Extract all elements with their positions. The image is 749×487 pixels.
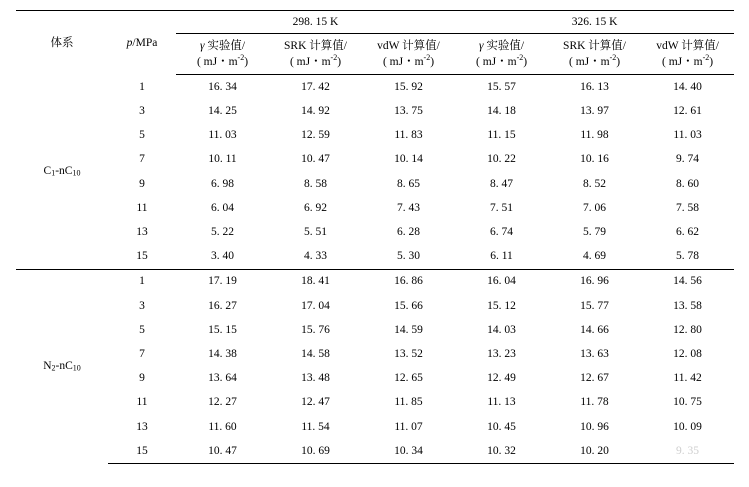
- cell-value: 5. 79: [583, 226, 607, 239]
- cell-value: 12. 47: [301, 396, 330, 409]
- cell-value: 12. 65: [394, 372, 423, 385]
- cell-value: 16. 27: [208, 299, 237, 312]
- cell-pressure: 3: [139, 299, 145, 312]
- cell-value: 10. 45: [487, 420, 516, 433]
- cell-value: 8. 52: [583, 177, 607, 190]
- cell-value: 15. 66: [394, 299, 423, 312]
- table-row: [16, 318, 734, 342]
- cell-value: 12. 61: [673, 105, 702, 118]
- cell-value: 6. 98: [211, 177, 234, 190]
- table-row: [16, 342, 734, 366]
- cell-value: 10. 75: [673, 396, 702, 409]
- cell-pressure: 11: [136, 201, 148, 214]
- cell-pressure: 5: [139, 129, 145, 142]
- cell-value: 10. 32: [455, 439, 548, 464]
- cell-value: 15. 77: [580, 299, 609, 312]
- cell-value: 17. 19: [208, 275, 237, 288]
- table-row: [16, 366, 734, 390]
- cell-value: 13. 52: [394, 347, 423, 360]
- cell-value: 18. 41: [301, 275, 330, 288]
- cell-value: 10. 11: [208, 153, 237, 166]
- cell-value: 14. 59: [394, 323, 423, 336]
- table-row: [16, 123, 734, 147]
- cell-value: 13. 48: [301, 372, 330, 385]
- cell-value: 14. 38: [208, 347, 237, 360]
- table-row: [16, 196, 734, 220]
- cell-value: 10. 47: [301, 153, 330, 166]
- cell-value: 4. 33: [304, 250, 327, 263]
- cell-pressure: 1: [139, 275, 145, 288]
- cell-value: 7. 43: [397, 201, 421, 214]
- cell-value: 9. 35: [641, 439, 734, 464]
- cell-value: 17. 42: [301, 80, 330, 93]
- cell-value: 7. 58: [676, 201, 700, 214]
- cell-value: 13. 97: [580, 105, 609, 118]
- cell-value: 8. 58: [304, 177, 327, 190]
- cell-value: 10. 47: [176, 439, 269, 464]
- cell-value: 7. 51: [490, 201, 514, 214]
- cell-pressure: 11: [136, 396, 148, 409]
- data-table: [16, 10, 734, 464]
- cell-value: 14. 58: [301, 347, 330, 360]
- cell-value: 14. 18: [487, 105, 516, 118]
- table-row: [16, 244, 734, 268]
- cell-value: 11. 98: [580, 129, 609, 142]
- cell-value: 17. 04: [301, 299, 330, 312]
- table-row: [16, 390, 734, 414]
- cell-pressure: 9: [139, 372, 145, 385]
- cell-value: 6. 11: [490, 250, 513, 263]
- cell-value: 11. 42: [673, 372, 702, 385]
- cell-value: 12. 49: [487, 372, 516, 385]
- cell-value: 13. 23: [487, 347, 516, 360]
- cell-value: 11. 83: [394, 129, 423, 142]
- cell-value: 15. 76: [301, 323, 330, 336]
- cell-value: 13. 63: [580, 347, 609, 360]
- cell-value: 12. 67: [580, 372, 609, 385]
- cell-value: 12. 80: [673, 323, 702, 336]
- cell-value: 10. 09: [673, 420, 702, 433]
- cell-value: 16. 96: [580, 275, 609, 288]
- cell-value: 11. 03: [208, 129, 237, 142]
- cell-value: 10. 16: [580, 153, 609, 166]
- header-gamma-exp-326: γ 实验值/ ( mJ・$m^{-2}$): [455, 34, 548, 75]
- table-row: [16, 439, 734, 464]
- cell-value: 10. 34: [362, 439, 455, 464]
- cell-value: 11. 13: [487, 396, 516, 409]
- cell-value: 15. 57: [487, 80, 516, 93]
- cell-value: 10. 69: [269, 439, 362, 464]
- cell-value: 13. 58: [673, 299, 702, 312]
- cell-value: 8. 47: [490, 177, 514, 190]
- header-srk-326: SRK 计算值/ ( mJ・$m^{-2}$): [548, 34, 641, 75]
- cell-value: 14. 66: [580, 323, 609, 336]
- cell-value: 16. 86: [394, 275, 423, 288]
- cell-value: 3. 40: [211, 250, 234, 263]
- cell-value: 12. 08: [673, 347, 702, 360]
- cell-value: 9. 74: [676, 153, 700, 166]
- cell-value: 12. 27: [208, 396, 237, 409]
- header-temp-326: 326. 15 K: [455, 11, 734, 34]
- system-label-n2: $N_2-nC_{10}$: [43, 360, 81, 373]
- table-row: [16, 415, 734, 439]
- header-vdw-298: vdW 计算值/ ( mJ・$m^{-2}$): [362, 34, 455, 75]
- table-row: [16, 99, 734, 123]
- header-temp-298: 298. 15 K: [176, 11, 455, 34]
- header-system: 体系: [16, 11, 108, 75]
- cell-value: 5. 51: [304, 226, 327, 239]
- table-row: [16, 220, 734, 244]
- cell-value: 7. 06: [583, 201, 607, 214]
- cell-pressure: 1: [139, 80, 145, 93]
- cell-pressure: 5: [139, 323, 145, 336]
- cell-value: 11. 60: [208, 420, 237, 433]
- cell-value: 10. 22: [487, 153, 516, 166]
- cell-value: 10. 96: [580, 420, 609, 433]
- cell-pressure: 7: [139, 347, 145, 360]
- cell-value: 5. 78: [676, 250, 700, 263]
- cell-value: 5. 30: [397, 250, 421, 263]
- table-row: [16, 269, 734, 294]
- header-vdw-326: vdW 计算值/ ( mJ・$m^{-2}$): [641, 34, 734, 75]
- cell-value: 6. 92: [304, 201, 327, 214]
- cell-value: 12. 59: [301, 129, 330, 142]
- cell-value: 11. 03: [673, 129, 702, 142]
- table-row: [16, 172, 734, 196]
- cell-value: 14. 92: [301, 105, 330, 118]
- cell-value: 11. 54: [301, 420, 330, 433]
- cell-value: 8. 65: [397, 177, 421, 190]
- system-label-c1: $C_1-nC_{10}$: [43, 165, 81, 178]
- cell-value: 6. 74: [490, 226, 514, 239]
- cell-value: 8. 60: [676, 177, 700, 190]
- cell-value: 11. 85: [394, 396, 423, 409]
- cell-value: 16. 04: [487, 275, 516, 288]
- table-row: [16, 148, 734, 172]
- cell-value: 6. 04: [211, 201, 234, 214]
- cell-pressure: 3: [139, 105, 145, 118]
- cell-value: 16. 34: [208, 80, 237, 93]
- cell-value: 13. 75: [394, 105, 423, 118]
- cell-value: 10. 20: [548, 439, 641, 464]
- header-srk-298: SRK 计算值/ ( mJ・$m^{-2}$): [269, 34, 362, 75]
- cell-pressure: 15: [108, 439, 176, 464]
- cell-value: 14. 25: [208, 105, 237, 118]
- cell-value: 14. 56: [673, 275, 702, 288]
- cell-value: 4. 69: [583, 250, 607, 263]
- cell-value: 10. 14: [394, 153, 423, 166]
- cell-value: 5. 22: [211, 226, 234, 239]
- header-gamma-exp-298: γ 实验值/ ( mJ・$m^{-2}$): [176, 34, 269, 75]
- cell-value: 15. 92: [394, 80, 423, 93]
- cell-value: 15. 12: [487, 299, 516, 312]
- cell-pressure: 7: [139, 153, 145, 166]
- table-row: [16, 75, 734, 100]
- cell-pressure: 13: [136, 420, 148, 433]
- header-group-row: [16, 11, 734, 34]
- document-page: [0, 10, 749, 487]
- cell-value: 16. 13: [580, 80, 609, 93]
- cell-pressure: 15: [136, 250, 148, 263]
- cell-value: 14. 03: [487, 323, 516, 336]
- cell-value: 11. 07: [394, 420, 423, 433]
- table-row: [16, 294, 734, 318]
- cell-value: 6. 28: [397, 226, 421, 239]
- cell-value: 11. 15: [487, 129, 516, 142]
- cell-pressure: 13: [136, 226, 148, 239]
- cell-value: 6. 62: [676, 226, 700, 239]
- cell-value: 11. 78: [580, 396, 609, 409]
- header-pressure: p/MPa: [108, 11, 176, 75]
- cell-value: 13. 64: [208, 372, 237, 385]
- cell-value: 14. 40: [673, 80, 702, 93]
- cell-pressure: 9: [139, 177, 145, 190]
- cell-value: 15. 15: [208, 323, 237, 336]
